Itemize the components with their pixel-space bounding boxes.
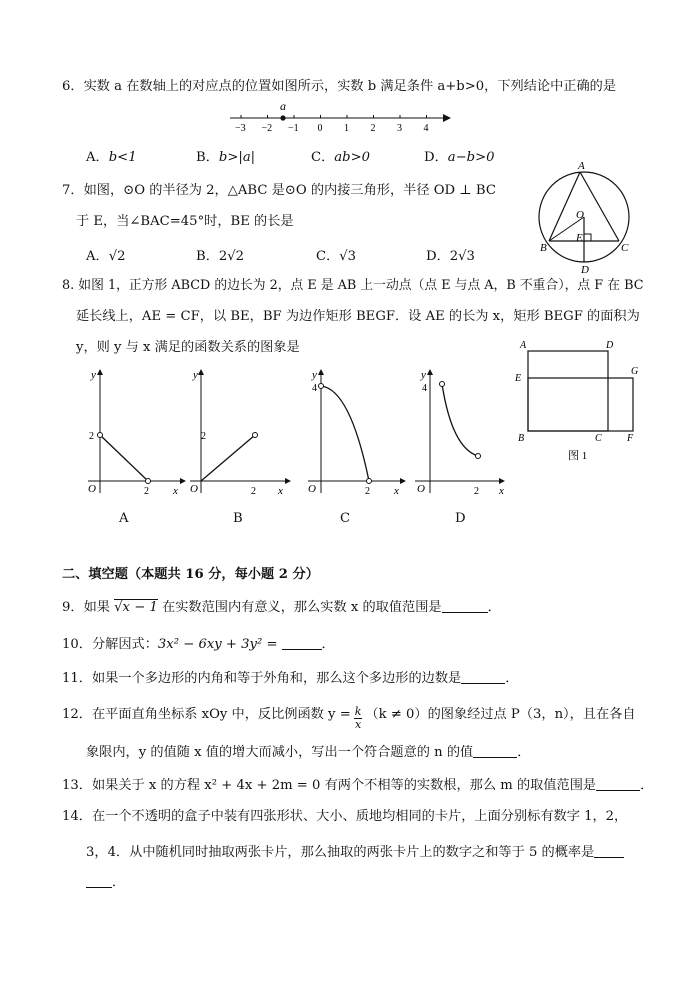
- q8-line3: y，则 y 与 x 满足的函数关系的图象是: [76, 340, 300, 355]
- svg-text:2: 2: [89, 431, 94, 442]
- q7-choice-b: B．2√2: [196, 249, 245, 264]
- q14-blank-b[interactable]: [86, 873, 112, 888]
- svg-text:x: x: [278, 485, 283, 497]
- q8-line2: 延长线上，AE = CF，以 BE，BF 为边作矩形 BEGF．设 AE 的长为 x，矩形 BEGF 的面积为: [76, 309, 640, 324]
- svg-text:2: 2: [365, 486, 370, 497]
- q8-line1: 8. 如图 1，正方形 ABCD 的边长为 2，点 E 是 AB 上一动点（点 E 与点 A，B 不重合），点 F 在 BC: [62, 278, 644, 293]
- q6-choice-d: D．a−b>0: [424, 150, 495, 165]
- fig7-label-c: C: [621, 242, 629, 254]
- svg-text:2: 2: [201, 431, 206, 442]
- point-a-label: a: [280, 100, 286, 113]
- q8-figure1: [510, 334, 650, 464]
- rect-begf: [528, 378, 633, 431]
- svg-text:O: O: [308, 483, 316, 495]
- number-line-tick-label: −1: [288, 123, 299, 134]
- fig7-label-o: O: [576, 209, 584, 221]
- graph-c-label: C: [340, 511, 351, 526]
- svg-text:4: 4: [422, 383, 427, 394]
- graph-a: [80, 365, 190, 500]
- graph-c: [300, 365, 415, 500]
- fig7-label-d: D: [581, 264, 589, 274]
- fig7-label-b: B: [540, 242, 547, 254]
- number-line: [225, 100, 455, 134]
- number-line-tick-label: −2: [261, 123, 273, 134]
- svg-text:x: x: [394, 485, 399, 497]
- q6-choice-c: C．ab>0: [311, 150, 371, 165]
- q13-blank[interactable]: [596, 776, 640, 791]
- q13: 13．如果关于 x 的方程 x² + 4x + 2m = 0 有两个不相等的实数根，那么 m 的取值范围是 ．: [62, 778, 654, 793]
- svg-text:D: D: [606, 340, 614, 351]
- point-a: [280, 115, 285, 120]
- q7-choice-d: D．2√3: [426, 249, 475, 264]
- fig7-label-e: E: [576, 232, 583, 244]
- graph-d-label: D: [455, 511, 466, 526]
- svg-text:B: B: [518, 433, 525, 444]
- q7-circle-figure: [538, 162, 638, 274]
- q6-choice-b: B．b>|a|: [196, 150, 256, 165]
- number-line-tick-label: 1: [344, 123, 349, 134]
- svg-text:y: y: [193, 369, 198, 381]
- square-abcd: [528, 351, 608, 431]
- q14-line2: 3，4．从中随机同时抽取两张卡片，那么抽取的两张卡片上的数字之和等于 5 的概率是: [86, 843, 624, 862]
- svg-text:G: G: [631, 366, 639, 377]
- section2-heading: 二、填空题（本题共 16 分，每小题 2 分）: [62, 567, 319, 582]
- svg-text:2: 2: [251, 486, 256, 497]
- q9: 9．如果 √x − 1 在实数范围内有意义，那么实数 x 的取值范围是 ．: [62, 600, 501, 615]
- q9-blank[interactable]: [442, 598, 488, 613]
- number-line-tick-label: 4: [423, 123, 429, 134]
- q6-choice-a: A．b<1: [86, 150, 137, 165]
- graph-a-label: A: [119, 511, 129, 526]
- q7-choice-a: A．√2: [86, 249, 126, 264]
- svg-text:x: x: [499, 485, 504, 497]
- q10-blank[interactable]: [282, 635, 322, 650]
- svg-text:O: O: [88, 483, 96, 495]
- q14-line1: 14．在一个不透明的盒子中装有四张形状、大小、质地均相同的卡片，上面分别标有数字 1，2，: [62, 809, 628, 824]
- q12-line2: 象限内，y 的值随 x 值的增大而减小，写出一个符合题意的 n 的值 ．: [86, 745, 531, 760]
- q7-line2: 于 E，当∠BAC=45°时，BE 的长是: [76, 214, 294, 229]
- svg-text:2: 2: [144, 486, 149, 497]
- svg-text:A: A: [520, 340, 527, 351]
- q7-line1: 7．如图，⊙O 的半径为 2，△ABC 是⊙O 的内接三角形，半径 OD ⊥ BC: [62, 183, 496, 198]
- svg-text:O: O: [190, 483, 198, 495]
- svg-text:2: 2: [474, 486, 479, 497]
- figure1-caption: 图 1: [568, 450, 588, 462]
- q10: 10．分解因式：3x² − 6xy + 3y² = ．: [62, 637, 335, 652]
- svg-text:y: y: [91, 369, 96, 381]
- svg-text:F: F: [627, 433, 634, 444]
- q14-blank-a[interactable]: [594, 843, 624, 858]
- graph-b-label: B: [233, 511, 243, 526]
- number-line-tick-label: 2: [370, 123, 376, 134]
- graph-b: [190, 365, 300, 500]
- graph-d: [415, 365, 515, 500]
- svg-text:y: y: [312, 369, 317, 381]
- svg-text:E: E: [515, 373, 522, 384]
- svg-text:O: O: [417, 483, 425, 495]
- q6-text: 6．实数 a 在数轴上的对应点的位置如图所示，实数 b 满足条件 a+b>0，下列结论中正确的是: [62, 79, 617, 94]
- svg-text:4: 4: [312, 383, 317, 394]
- number-line-tick-label: −3: [235, 123, 246, 134]
- q11-blank[interactable]: [461, 669, 505, 684]
- svg-text:x: x: [173, 485, 178, 497]
- q7-choice-c: C．√3: [316, 249, 357, 264]
- q14-line3: ．: [86, 873, 125, 892]
- svg-text:C: C: [595, 433, 602, 444]
- number-line-tick-label: 0: [317, 123, 323, 134]
- q12-line1: 12．在平面直角坐标系 xOy 中，反比例函数 y = $\frac{k}{x}$ （k ≠ 0）的图象经过点 P（3，n），且在各自: [62, 705, 636, 731]
- number-line-tick-label: 3: [397, 123, 402, 134]
- svg-text:y: y: [421, 369, 426, 381]
- fig7-label-a: A: [578, 162, 585, 172]
- q12-blank[interactable]: [473, 743, 517, 758]
- q11: 11．如果一个多边形的内角和等于外角和，那么这个多边形的边数是 ．: [62, 671, 519, 686]
